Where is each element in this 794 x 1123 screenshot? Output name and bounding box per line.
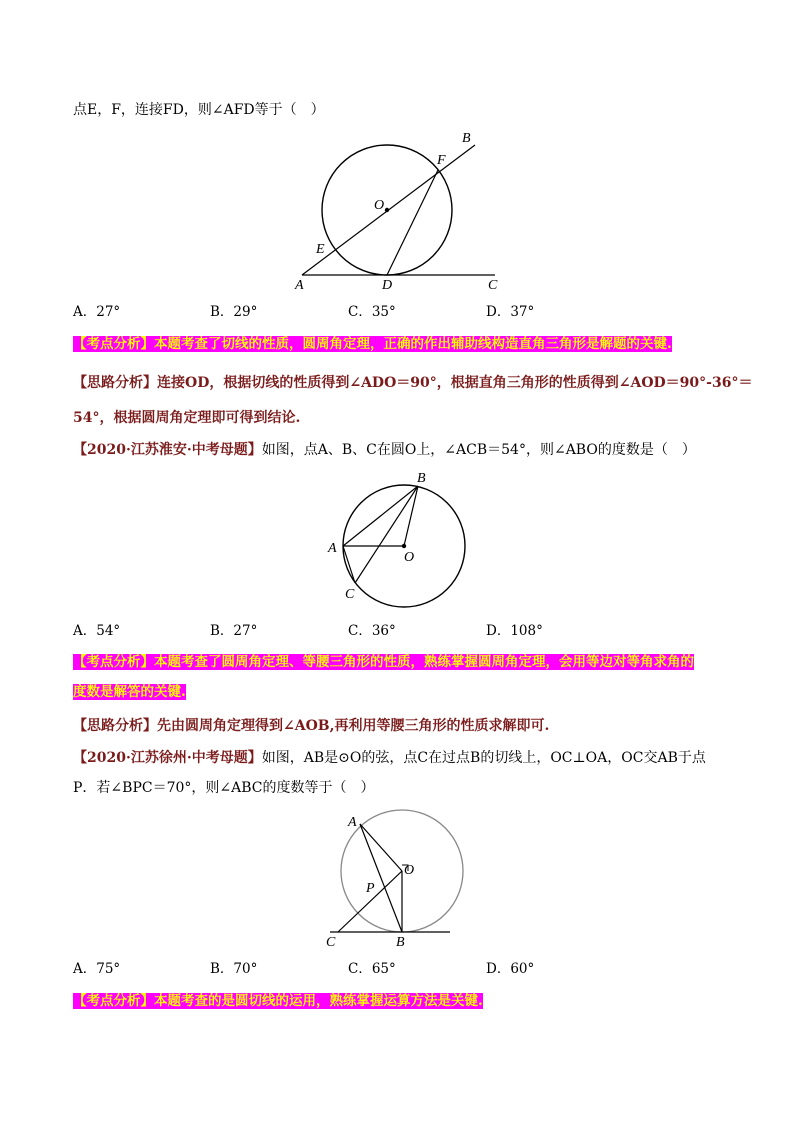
q1-option-b[interactable]: B．29° bbox=[210, 304, 258, 320]
q3-stem-line2: P．若∠BPC＝70°，则∠ABC的度数等于（ ） bbox=[73, 780, 375, 796]
q2-line-bc bbox=[355, 486, 418, 583]
q2-label-c: C bbox=[345, 587, 355, 602]
q2-option-c[interactable]: C．36° bbox=[348, 623, 396, 639]
q2-line-ac bbox=[343, 546, 355, 583]
q1-option-a[interactable]: A．27° bbox=[73, 304, 121, 320]
q2-option-a[interactable]: A．54° bbox=[73, 623, 121, 639]
q3-label-c: C bbox=[326, 935, 336, 950]
q3-label-b: B bbox=[396, 935, 405, 950]
q2-figure bbox=[325, 466, 475, 612]
q3-figure bbox=[318, 810, 468, 952]
q3-option-d[interactable]: D．60° bbox=[486, 961, 535, 977]
q1-label-d: D bbox=[382, 278, 393, 293]
q3-kaodian: 【考点分析】本题考查的是圆切线的运用，熟练掌握运算方法是关键. bbox=[73, 993, 483, 1009]
q3-label-o: O bbox=[404, 863, 415, 878]
q2-center-dot bbox=[402, 544, 406, 548]
q1-label-b: B bbox=[462, 131, 471, 146]
q2-label-a: A bbox=[328, 541, 337, 556]
q1-label-a: A bbox=[295, 278, 304, 293]
q3-label-a: A bbox=[348, 815, 357, 830]
q3-option-a[interactable]: A．75° bbox=[73, 961, 121, 977]
q3-label-p: P bbox=[366, 881, 375, 896]
q2-label-b: B bbox=[417, 471, 426, 486]
q1-option-c[interactable]: C．35° bbox=[348, 304, 396, 320]
q2-stem-tag: 【2020·江苏淮安·中考母题】 bbox=[73, 442, 262, 458]
q1-figure bbox=[290, 128, 510, 293]
q1-silu-line1: 【思路分析】连接OD，根据切线的性质得到∠ADO＝90°，根据直角三角形的性质得到∠AOD＝90°-36°＝ bbox=[73, 375, 753, 391]
q2-option-d[interactable]: D．108° bbox=[486, 623, 543, 639]
q3-line-oa bbox=[360, 824, 402, 871]
q2-label-o: O bbox=[404, 550, 415, 565]
q2-kaodian-line1: 【考点分析】本题考查了圆周角定理、等腰三角形的性质，熟练掌握圆周角定理，会用等边对等角求角的 bbox=[73, 654, 694, 670]
q1-center-dot bbox=[385, 208, 389, 212]
q1-label-f: F bbox=[437, 153, 446, 168]
q1-option-d[interactable]: D．37° bbox=[486, 304, 535, 320]
q1-stem: 点E，F，连接FD，则∠AFD等于（ ） bbox=[73, 102, 325, 118]
q3-stem-tag: 【2020·江苏徐州·中考母题】 bbox=[73, 750, 262, 766]
q2-silu: 【思路分析】先由圆周角定理得到∠AOB,再利用等腰三角形的性质求解即可. bbox=[73, 718, 550, 734]
q1-kaodian: 【考点分析】本题考查了切线的性质，圆周角定理，正确的作出辅助线构造直角三角形是解题的关键. bbox=[73, 336, 672, 352]
q3-stem-line1: 如图，AB是⊙O的弦，点C在过点B的切线上，OC⊥OA，OC交AB于点 bbox=[261, 750, 706, 766]
q2-option-b[interactable]: B．27° bbox=[210, 623, 258, 639]
q3-option-b[interactable]: B．70° bbox=[210, 961, 258, 977]
q2-kaodian-line2: 度数是解答的关键. bbox=[73, 684, 186, 700]
q2-stem-body: 如图，点A、B、C在圆O上，∠ACB＝54°，则∠ABO的度数是（ ） bbox=[261, 442, 696, 458]
q3-chord-ab bbox=[360, 824, 402, 932]
q1-label-o: O bbox=[374, 198, 385, 213]
q2-line-ab bbox=[343, 486, 418, 546]
q1-silu-line2: 54°，根据圆周角定理即可得到结论. bbox=[73, 410, 301, 426]
q3-option-c[interactable]: C．65° bbox=[348, 961, 396, 977]
q1-label-e: E bbox=[316, 242, 325, 257]
q1-label-c: C bbox=[488, 278, 498, 293]
